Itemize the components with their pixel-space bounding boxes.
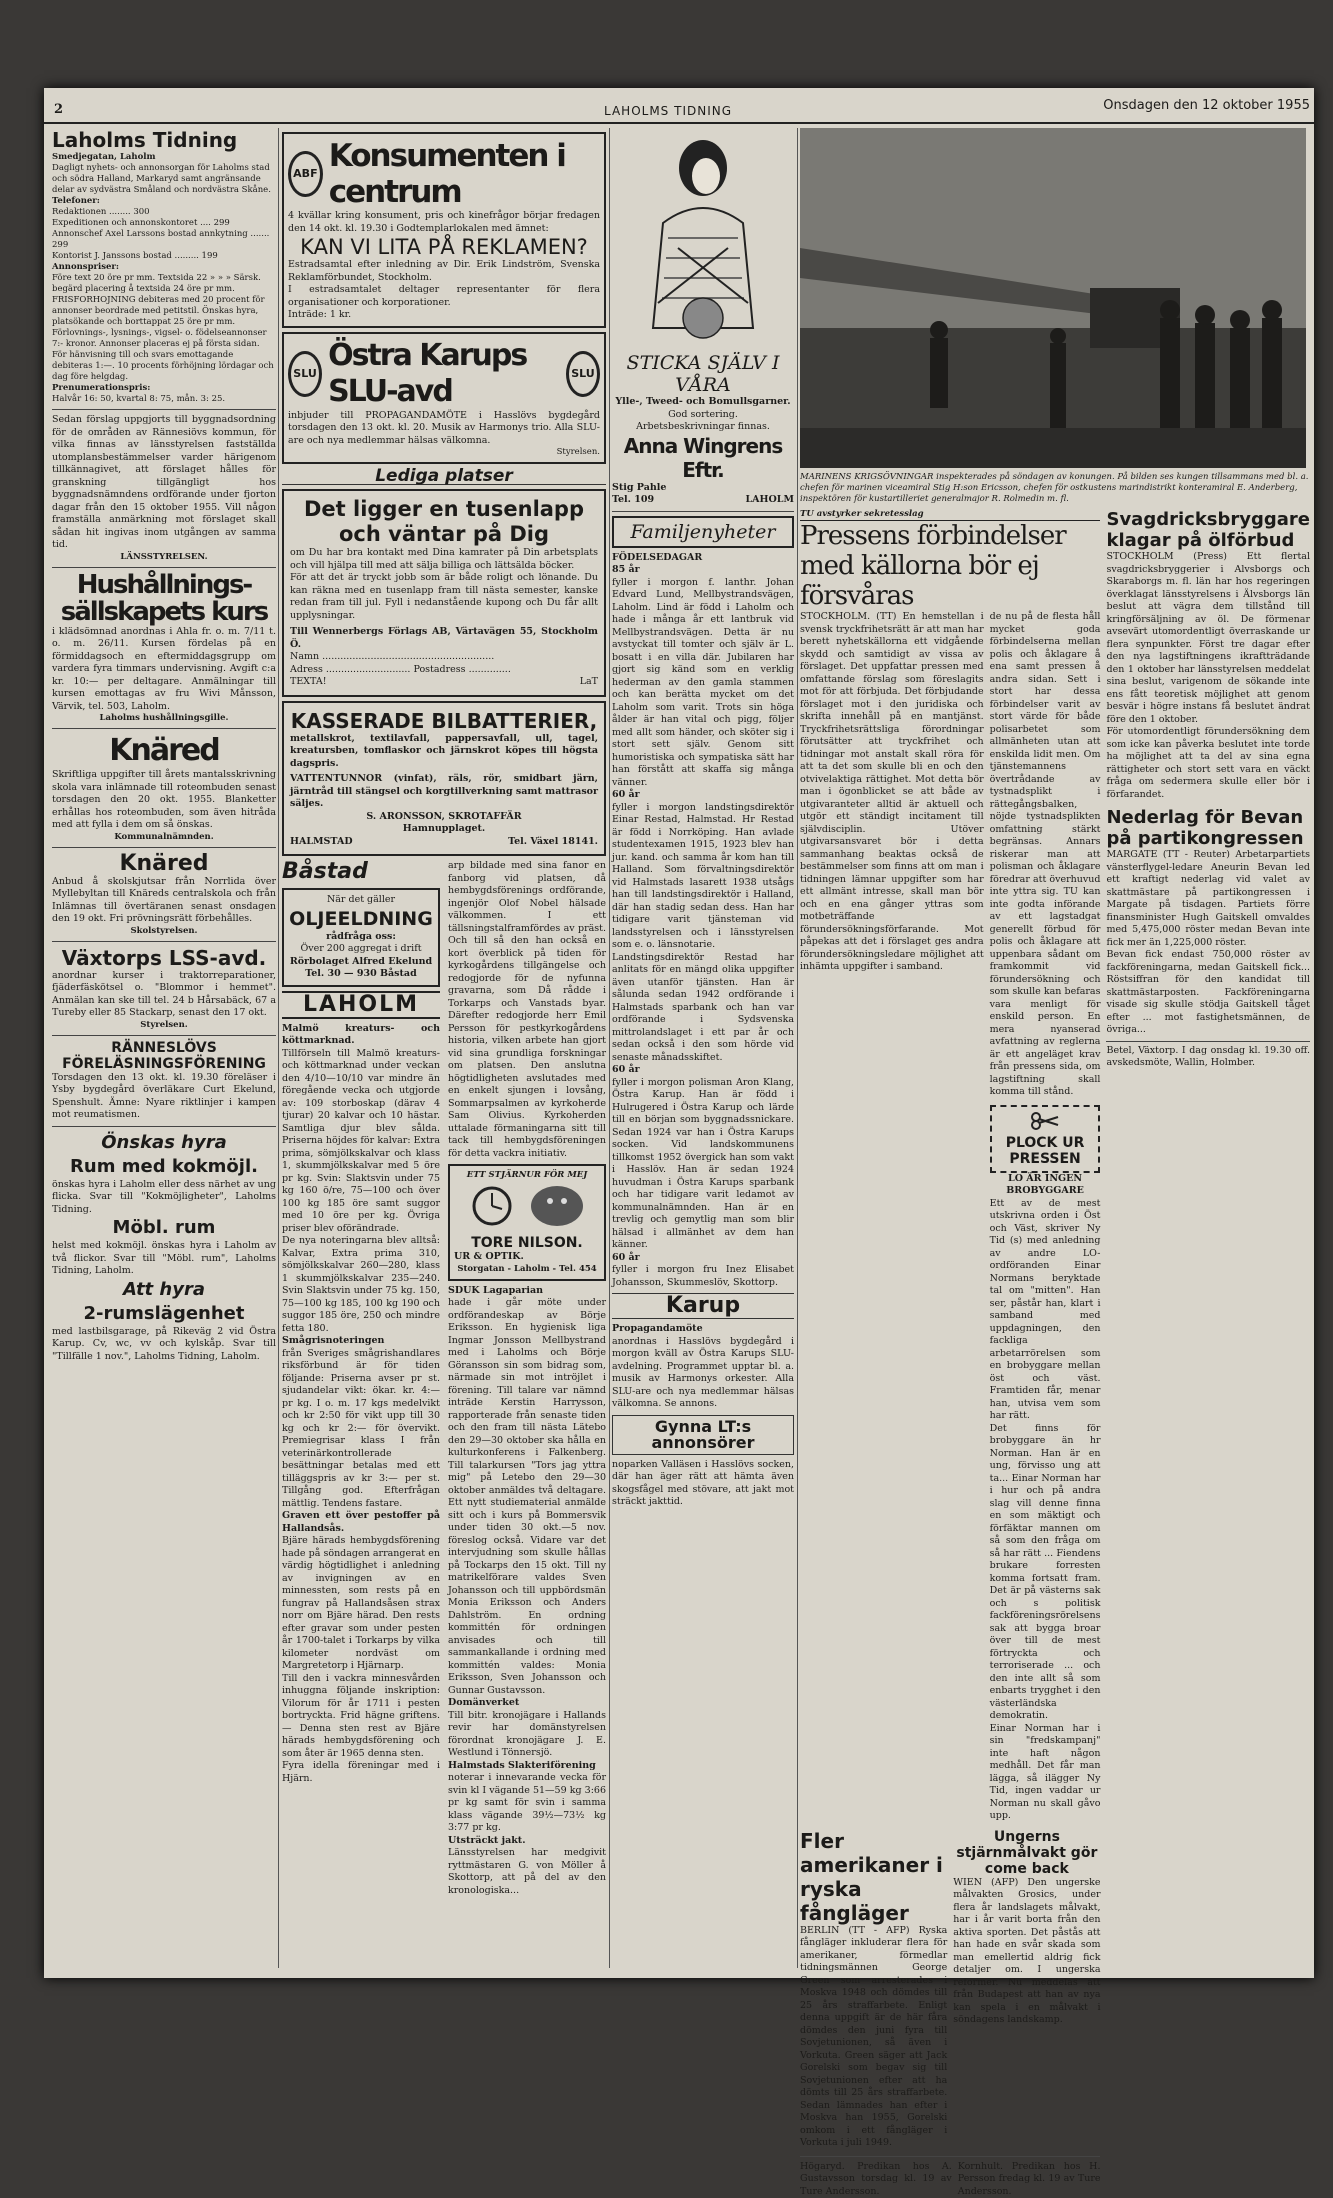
ann-text: Före text 20 öre pr mm. Textsida 22 » » » Särsk. begärd placering å textsida 24 öre pr mm. FRISFORHOJNING debiteras med 20 procent för annonser beordrade med petitstil. Önskas hyra, platsökande och borttappat 25 öre pr mm. Förlovnings-, lysnings-, vigsel- o. födelseannonser 7:- kronor. Annonser placeras ej på första sidan. För hänvisning till och svars emottagande debiteras 1:—. 10 procents förhöjning lördagar och dag före helgdag. (52, 273, 276, 383)
naval-photo-image (800, 128, 1306, 468)
page-number: 2 (54, 102, 63, 117)
ann-label: Annonspriser: (52, 262, 276, 273)
paper-title: Laholms Tidning (52, 128, 276, 152)
pren-text: Halvår 16: 50, kvartal 8: 75, mån. 3: 25. (52, 394, 276, 405)
naval-photo (800, 128, 1306, 468)
tel-line: Expeditionen och annonskontoret .... 299 (52, 218, 276, 229)
column-1 (52, 128, 276, 1968)
mobl-head: Möbl. rum (52, 1216, 276, 1240)
fod-60c: 60 år (612, 1252, 794, 1265)
sticka-text: Ylle-, Tweed- och Bomullsgarner. (612, 396, 794, 409)
reklam-entry: Inträde: 1 kr. (288, 309, 600, 322)
atthyra-head: Att hyra (52, 1278, 276, 1302)
tusen-head: Det ligger en tusenlapp och väntar på Dig (290, 497, 598, 547)
bastad-head: Båstad (282, 860, 440, 884)
doman-head: Domänverket (448, 1697, 606, 1710)
scissors-icon (1030, 1111, 1060, 1131)
kass-text2: VATTENTUNNOR (vinfat), räls, rör, smidbart järn, järntråd till stängsel och korgtillverkning samt mattrasor säljes. (290, 773, 598, 811)
column-4 (800, 128, 1310, 1968)
karup-head: Karup (612, 1293, 794, 1319)
graven-text: Bjäre härads hembygdsförening hade på söndagen arrangerat en värdig högtidlighet i anledning av invigningen av en minnessten, som rests på en fungrav på Hallandsåsen strax norr om Bjäre härad. Den rests efter gravar som under pesten år 1700-talet i Torkarps by vilka kilometer nordväst om Margretetorp i Hjärnarp. (282, 1535, 440, 1673)
pressen-right: de nu på de flesta håll mycket goda förbindelserna mellan polis och åklagare å ena samt pressen å andra sidan. Sett i stort har dessa förbindelser varit av stort värde för både polisarbetet som allmänheten utan att enskilda lidit men. Om tjänstemannens övertrådande av tystnadsplikt i rättegångsbalken, nöjde tystnadsplikten omfattning stärkt begränsas. Annars riskerar man att polisman och åklagare föredrar att överhuvud inte yttra sig. TU kan inte godta införande av ett lagstadgat generellt förbud för polis och åklagare att uppenbara sådant om framkommit vid förundersökning och som skulle kan befaras vara menligt för enskild person. En mera nyanserad avfattning av reglerna är ett angeläget krav från pressens sida, om lagstiftning skall komma till stånd. (990, 611, 1101, 1099)
utst-text: Länsstyrelsen har medgivit ryttmästaren G. von Möller å Skottorp, att på del av den kronologiska... (448, 1847, 606, 1897)
sticka-ad (612, 128, 794, 507)
slu-ad (282, 332, 606, 465)
knared2-head: Knäred (52, 852, 276, 876)
hush-sign: Laholms hushållningsgille. (52, 713, 276, 724)
lo-text: Ett av de mest utskrivna orden i Öst och Väst, skriver Ny Tid (s) med anledning av andre LO-ordföranden Einar Normans beryktade tal om "mitten". Han ser, påstår han, klart i samband med uppdagningen, den fackliga arbetarrörelsen som en brobyggare mellan öst och väst. Framtiden får, menar han, utvisa vem som har rätt. (990, 1198, 1101, 1423)
tel-line: Kontorist J. Janssons bostad ......... 199 (52, 251, 276, 262)
knared-text: Skriftliga uppgifter till årets mantalsskrivning skola vara inlämnade till roteombuden senast torsdagen den 20 okt. 1955. Blanketter erhållas hos roteombuden, som även hitråda med att fylla i dem om så önskas. (52, 769, 276, 832)
abf-seal: ABF (288, 151, 323, 197)
issue-date: Onsdagen den 12 oktober 1955 (1103, 98, 1310, 113)
coupon-address-field[interactable]: Adress ............................ Postadress .............. (290, 664, 598, 677)
tusen-text: om Du har bra kontakt med Dina kamrater på Din arbetsplats och vill hjälpa till med att sälja billiga och lättsälda böcker. (290, 547, 598, 572)
olje-firm: Rörbolaget Alfred Ekelund (288, 956, 434, 969)
watch-icon (462, 1181, 592, 1231)
nederlag-text: MARGATE (TT - Reuter) Arbetarpartiets vänsterflygel-ledare Aneurin Bevan led ett kraftigt nederlag vid valet av skattmästare på partikongressen i Margate på tisdagen. Partiets förre finansminister Hugh Gaitskell omvaldes med 5,475,000 röster medan Bevan inte fick mer än 1,225,000 röster. (1106, 849, 1310, 949)
tusen-text2: För att det är tryckt jobb som är både roligt och lönande. Du kan räkna med en tusenlapp fram till nästa semester, kanske redan fram till jul. Fyll i nedanstående kupong och Du får allt upplysningar. (290, 572, 598, 622)
column-rule (797, 128, 798, 1968)
paper-desc: Dagligt nyhets- och annonsorgan för Laholms stad och södra Halland, Markaryd samt angränsande delar av sydvästra Småland och nordvästra Skåne. (52, 163, 276, 196)
fod-85: 85 år (612, 564, 794, 577)
coupon-name-field[interactable]: Namn ......................................................... (290, 651, 598, 664)
reklam-text2: I estradsamtalet deltager representanter för flera organisationer och korporationer. (288, 284, 600, 309)
kass-tel: Tel. Växel 18141. (508, 836, 598, 849)
amer-text: BERLIN (TT - AFP) Ryska fångläger inkluderar flera för amerikaner, förmedlar tidningsmännen George Green som arresterades i Moskva 1948 och dömdes till 25 års straffarbete. Enligt denna uppgift är de här fåra dömdes den juni fyra till Sovjetunionen, så även i Vorkuta. Green säger att Jack Gorelski som begav sig till Sovjetunionen efter att ha dömts till 25 års straffarbete. Sedan lämnades han efter i Moskva han 1955, Gorelski omkom i ett fångläger i Vorkuta i juli 1949. (800, 1925, 947, 2150)
column-rule (278, 128, 279, 1968)
laholm-head: LAHOLM (282, 991, 440, 1019)
watch-tagline: ETT STJÄRNUR FÖR MEJ (454, 1170, 600, 1181)
familj-head: Familjenyheter (612, 516, 794, 548)
hush-head: Hushållnings-sällskapets kurs (52, 572, 276, 626)
olje-pre: När det gäller (288, 894, 434, 907)
konsum-text: 4 kvällar kring konsument, pris och kinefrågor börjar fredagen den 14 okt. kl. 19.30 i Godtemplarlokalen med ämnet: (288, 210, 600, 235)
sticka-head: STICKA SJÄLV I VÅRA (612, 352, 794, 396)
slu-seal: SLU (566, 351, 600, 397)
graven-head: Graven ett över pestoffer på Hallandsås. (282, 1510, 440, 1535)
rum-head: Rum med kokmöjl. (52, 1155, 276, 1179)
anna-tel: Tel. 109 (612, 494, 654, 507)
clip-head: PLOCK UR PRESSEN (996, 1135, 1095, 1167)
anna-sub: Stig Pahle (612, 482, 794, 495)
kornhult-text: Kornhult. Predikan hos H. Persson fredag kl. 19 av Ture Andersson. (958, 2161, 1101, 2198)
malmo-head: Malmö kreaturs- och köttmarknad. (282, 1023, 440, 1048)
masthead: LAHOLMS TIDNING (604, 104, 732, 118)
fodelse-head: FÖDELSEDAGAR (612, 552, 794, 565)
newspaper-page (44, 88, 1314, 1978)
lo-head: LO ÄR INGEN BROBYGGARE (990, 1173, 1101, 1198)
slu-sign: Styrelsen. (288, 447, 600, 458)
tel-line: Redaktionen ........ 300 (52, 207, 276, 218)
sduk-text: hade i går möte under ordförandeskap av Börje Eriksson. En hygienisk liga Ingmar Jonsson Mellbystrand med i Laholms och Börje Göransson sin som bidrag som, närmade sin mot intröjlet i förening. Till talare var nämnd inträde Kerstin Harrysson, rapporterade från senaste tiden och den fram till nästa Lätebo den 29—30 oktober ska hålla en kulturkonferens i Falkenberg. Till talarkursen "Tors jag yttra mig" på Letebo den 29—30 oktober anmäldes två deltagare. Ett nytt studiematerial anmälde sitt och i kurs på Bommersvik under tiden 30 okt.—5 nov. föreslog också. Vidare var det intervjudning som skulle hållas på Tockarps den 15 okt. Till ny matrikelförare valdes Sven Johansson och till uppbördsmän Monia Eriksson och Anders Dahlström. En ordning kommittén för ordningen anvisades och till sammankallande i ordning med kommittén valdes: Monia Eriksson, Sven Johansson och Gunnar Gustavsson. (448, 1297, 606, 1697)
tore-addr: Storgatan - Laholm - Tel. 454 (454, 1264, 600, 1275)
reklam-head: KAN VI LITA PÅ REKLAMEN? (288, 235, 600, 259)
anna-town: LAHOLM (746, 494, 795, 507)
fod-60c-text: fyller i morgon fru Inez Elisabet Johansson, Skummeslöv, Skottorp. (612, 1264, 794, 1289)
betel-text: Betel, Växtorp. I dag onsdag kl. 19.30 off. avskedsmöte, Wallin, Holmber. (1106, 1041, 1310, 1070)
amer-head: Fler amerikaner i ryska fångläger (800, 1829, 947, 1925)
onskas-head: Önskas hyra (52, 1131, 276, 1155)
tel-label: Telefoner: (52, 196, 276, 207)
rannes-text: Torsdagen den 13 okt. kl. 19.30 föreläser i Ysby bygdegård överläkare Curt Ekelund, Spenshult. Ämne: Nyare riktlinjer i kampen mot reumatismen. (52, 1072, 276, 1122)
fod-60b: 60 år (612, 1064, 794, 1077)
tusen-ad (282, 489, 606, 697)
malmo-text2: De nya noteringarna blev alltså: Kalvar, Extra prima 310, sömjölkskalvar 260—280, klass 1 skummjölkskalvar 235—240. Svin Slaktsvin under 75 kg. 150, 75—100 kg 185, 100 kg 190 och suggor 185 öre, 250 och mindre fetta 180. (282, 1235, 440, 1335)
plock-clipping (990, 1105, 1101, 1173)
olje-sub: rådfråga oss: (288, 931, 434, 944)
sticka-god: God sortering. (612, 409, 794, 422)
kass-loc: Hamnupplaget. (290, 823, 598, 836)
nederlag-text2: Bevan fick endast 750,000 röster av fackföreningarna, medan Gaitskell fick... Röstsiffran för den kandidat till skattmästarposten. Fackföreningarna visade sig skulle stödja Gaitskell tåget efter ... mot fastighetsmännen, de övriga... (1106, 949, 1310, 1037)
watch-ad (448, 1164, 606, 1281)
texta-label: TEXTA! (290, 676, 327, 689)
slu-seal: SLU (288, 351, 322, 397)
halm-head: Halmstads Slakteriförening (448, 1760, 606, 1773)
olje-count: Över 200 aggregat i drift (288, 943, 434, 956)
pressen-head: Pressens förbindelser med källorna bör ej försvåras (800, 521, 1100, 611)
ungern-text: WIEN (AFP) Den ungerske målvakten Grosics, under flera år landslagets målvakt, har i år varit borta från den aktiva sporten. Det påstås att han hade en svår skada som man emellertid aldrig fick detaljer om. I ungerska reformer. Nu meddelas att från Budapest att han av nya kan spela i en målvakt i söndagens landskamp. (953, 1877, 1100, 2027)
sticka-arb: Arbetsbeskrivningar finnas. (612, 421, 794, 434)
graven-text2: Till den i vackra minnesvården inhuggna följande inskription: Vilorum för år 1711 i pesten bortryckta. Frid hägne griftens. — Denna sten rest av Bjäre härads hembygdsförening och som åter är 1965 denna sten. (282, 1673, 440, 1761)
graven-text3: Fyra idella föreningar med i Hjärn. (282, 1760, 440, 1785)
pren-label: Prenumerationspris: (52, 383, 276, 394)
lo-text2: Det finns för brobyggare än hr Norman. Han är en ung, förvisso ung att ta... Einar Norman har i hur och på andra slag vill denne finna en som mäktigt och förfäktar mannen om så som den fråga om så har rätt ... Fiendens brukare forresten komma fortsatt fram. Det är på västerns sak och s politisk fackföreningsrörelsens sak att bygga broar över till de mest förtryckta och terroriserade ... och den inte allt så som enbarts trygghet i den västerländska demokratin. (990, 1423, 1101, 1723)
knared2-sign: Skolstyrelsen. (52, 926, 276, 937)
knared-sign: Kommunalnämnden. (52, 832, 276, 843)
fod-60-text2: Landstingsdirektör Restad har anlitats för en mängd olika uppgifter även utanför tjänsten. Han är sålunda sedan 1942 ordförande i Halmstads sparbank och han var ordförande i Sydsvenska mittrolandslaget i ett par år och sedan också i den som hörde vid senaste månadsskiftet. (612, 952, 794, 1065)
svag-text: STOCKHOLM (Press) Ett flertal svagdricksbryggerier i Alvsborgs och Skaraborgs m. fl. län har hos regeringen överklagat länsstyrelsens i Älvsborgs län beslut att vägra dem tillstånd till kringförsäljning av öl. De förmenar avsevärt utomordentligt överraskande ur flera synpunkter. Först tre dagar efter den nya lagstiftningens ikraftträdande den 1 oktober har länsstyrelsen meddelat sina beslut, varigenom de sökande inte ens fått teoretisk möjlighet att genom besvär i högre instans få beslutet ändrat före den 1 oktober. (1106, 551, 1310, 726)
olje-head: OLJEELDNING (288, 907, 434, 931)
prop-text: anordnas i Hasslövs bygdegård i morgon kväll av Östra Karups SLU-avdelning. Programmet upptar bl. a. musik av Harmonys orkester. Alla SLU-are och nya medlemmar hälsas välkomna. Se annons. (612, 1336, 794, 1411)
abf-ad (282, 132, 606, 328)
knared-head: Knäred (52, 733, 276, 769)
noparken-text: noparken Valläsen i Hasslövs socken, där han äger rätt att hämta även skogsfågel med stövare, att jakt mot sträckt jakttid. (612, 1459, 794, 1509)
smagris-text: från Sveriges smågrishandlares riksförbund är för tiden följande: Priserna avser pr st. sjudandelar vikt: ökar. kr. 4:— pr kg. I o. m. 17 kgs medelvikt och kr 2:50 för vikt upp till 30 kg och kr 2:— för övervikt. Premiegrisar klass I från veterinärkontrollerade besättningar betalas med ett tilläggspris av kr 3:— per st. Tillgång god. Efterfrågan mättlig. Tendens fastare. (282, 1348, 440, 1511)
photo-caption: MARINENS KRIGSÖVNINGAR inspekterades på söndagen av konungen. På bilden ses kungen tillsammans med bl. a. chefen för marinen viceamiral Stig H:son Ericsson, chefen för ostkustens marindistrikt konteramiral E. Anderberg, inspektören för kustartilleriet generalmajor R. Rolmedin m. fl. (800, 472, 1310, 505)
fod-85-text: fyller i morgon f. lanthr. Johan Edvard Lund, Mellbystrandsvägen, Laholm. Lind är född i Laholm och hade i många år ett lantbruk vid Mellbystrandsvägen. Detta är nu avstyckat till tomter och själv är L. bosatt i en villa där. Jubilaren har gjort sig känd som en verklig hederman av den gamla stammen och kan berätta mycket om det Laholm som varit. Trots sin höga ålder är han vital och pigg, följer med allt som händer, och sköter sig i stort sett själv. Genom sitt humoristiska och sympatiska sätt har han förstått att skaffa sig många vänner. (612, 577, 794, 790)
tore-sub: UR & OPTIK. (454, 1251, 600, 1264)
nederlag-head: Nederlag för Bevan på partikongressen (1106, 807, 1310, 849)
slu-text: inbjuder till PROPAGANDAMÖTE i Hasslövs bygdegård torsdagen den 13 okt. kl. 20. Musik av Harmonys trio. Alla SLU-are och nya medlemmar hälsas välkomna. (288, 410, 600, 448)
tvarum-head: 2-rumslägenhet (52, 1302, 276, 1326)
vaxtorp-text: anordnar kurser i traktorreparationer, fjäderfäskötsel o. "Blommor i hemmet". Anmälan kan ske till tel. 24 b Hårsabäck, 67 a Tureby eller 85 Stackarp, senast den 17 okt. (52, 970, 276, 1020)
paper-address: Smedjegatan, Laholm (52, 152, 276, 163)
kass-ad (282, 701, 606, 857)
tu-kicker: TU avstyrker sekretesslag (800, 509, 1100, 521)
anna-head: Anna Wingrens Eftr. (612, 434, 794, 482)
hush-text: i klädsömnad anordnas i Ahla fr. o. m. 7/11 t. o. m. 26/11. Kursen fördelas på en förmiddagsoch en eftermiddagsgrupp om vardera fyra timmars undervisning. Avgift c:a kr. 10:— per deltagare. Anmälningar till kursen emottagas av fru Wivi Månsson, Värvik, tel. 503, Laholm. (52, 626, 276, 714)
reklam-text: Estradsamtal efter inledning av Dir. Erik Lindström, Svenska Reklamförbundet, Stockholm. (288, 259, 600, 284)
hogaryd-text: Högaryd. Predikan hos A. Gustavsson torsdag kl. 19 av Ture Andersson. (800, 2161, 952, 2198)
vaxtorp-sign: Styrelsen. (52, 1020, 276, 1031)
kass-firm: S. ARONSSON, SKROTAFFÄR (290, 811, 598, 824)
svag-text2: För utomordentligt förundersökning dem som icke kan påverka beslutet inte torde ha möjlighet att ta del av sina egna rättigheter och stort sett vara en väckt fråga om sedermera skulle eller bör i förfarandet. (1106, 726, 1310, 801)
sduk-head: SDUK Lagaparian (448, 1285, 606, 1298)
kass-head: KASSERADE BILBATTERIER, (290, 709, 598, 733)
lat-code: LaT (580, 676, 598, 689)
tusen-addr: Till Wennerbergs Förlags AB, Värtavägen 55, Stockholm Ö. (290, 626, 598, 651)
ungern-head: Ungerns stjärnmålvakt gör come back (953, 1829, 1100, 1877)
smagris-head: Smågrisnoteringen (282, 1335, 440, 1348)
lo-text3: Einar Norman har i sin "fredskampanj" inte haft någon medhåll. Det får man lägga, så ilägger Ny Tid, ingen vaddar ur Norman nu skall gåvo upp. (990, 1723, 1101, 1823)
kass-town: HALMSTAD (290, 836, 353, 849)
column-rule (609, 128, 610, 1968)
pressen-left: STOCKHOLM. (TT) En hemstellan i svensk tryckfrihetsrätt är att man har berett nyhetskällorna ett vidgående skydd och samtidigt av vissa av förslaget. Det uppfattar pressen med omfattande förslag som föreslagits mot för att förbjuda. Det förbjudande förslaget mot i den juridiska och skrifta innehåll på en mantjänst. Tryckfrihetsrättsliga förordningar förutsätter att tryckfrihet och tidningar mot anstalt skall röra för att ta det som skulle bli en och den otvivelaktiga rättighet. Mot detta bör man i ögonblicket se att både av utgivaranteter alltid är aktuell och utgör ett ständigt incitament till självdisciplin. Utöver utgivarsansvaret bör i detta sammanhang beaktas också de bestämmelser som finns att om man i tidningen lämnar uppgifter som har ett allmänt intresse, skall man bör och en ena gånger yttras som motbeträffande förundersökningsförfarande. Mot påpekas att det i förslaget ges andra förundersökningsledare möjlighet att inhämta uppgifter i samband. (800, 611, 984, 1823)
arp-text: arp bildade med sina fanor en fanborg vid platsen, då hembygdsförenings ordförande, ingenjör Olof Nobel hälsade välkommen. I ett tällsningstalframfördes av präst. Och till så den han också en kort överblick på tiden för kyrkogårdens tillgängelse och redogjorde för de nyfunna gravarna, som Då rådde i Torkarps och Vanstads byar. Därefter redogjorde herr Emil Persson för pestkyrkogårdens historia, vilken arbete han gjort vid sina grundliga forskningar om platsen. Den anslutna högtidligheten avslutades med en enkelt sjungen i lovsång, Sommarpsalmen av kyrkoherde Sam Olivius. Kyrkoherden uttalade förmaningarna sitt till tack till hembygdsföreningen för detta vackra initiativ. (448, 860, 606, 1160)
tvarum-text: med lastbilsgarage, på Rikeväg 2 vid Östra Karup. Cv, wc, vv och kylskåp. Svar till "Tillfälle 1 nov.", Laholms Tidning, Laholm. (52, 1326, 276, 1364)
kass-text: metallskrot, textilavfall, pappersavfall, ull, tagel, kreatursben, tomflaskor och järnskrot köpes till högsta dagspris. (290, 733, 598, 771)
malmo-text: Tillförseln till Malmö kreaturs- och köttmarknad under veckan den 4/10—10/10 var mindre än föregående vecka och utgjorde av: 109 storboskap (därav 4 tjurar) 20 kalvar och 10 hästar. Samtliga djur blev sålda. Priserna höjdes för kalvar: Extra prima, sömjölkskalvar och klass 1, skummjölkskalvar med 5 öre pr kg. Svin: Slaktsvin under 75 kg 160 ö/re, 75—100 och över 100 kg 185 öre samt suggor med 10 öre per kg. Övriga priser blev oförändrade. (282, 1048, 440, 1236)
rum-text: önskas hyra i Laholm eller dess närhet av ung flicka. Svar till "Kokmöjligheter", Laholms Tidning. (52, 1179, 276, 1217)
column-3 (612, 128, 794, 1968)
utst-head: Utsträckt jakt. (448, 1835, 606, 1848)
column-2 (282, 128, 606, 1968)
olje-tel: Tel. 30 — 930 Båstad (288, 968, 434, 981)
vaxtorp-head: Växtorps LSS-avd. (52, 946, 276, 970)
halm-text: noterar i innevarande vecka för svin kl I vägande 51—59 kg 3:66 pr kg samt för svin i samma klass vägande 39½—73½ kg 3:77 pr kg. (448, 1772, 606, 1835)
lediga-head: Lediga platser (282, 468, 606, 485)
olje-ad (282, 888, 440, 987)
tore-name: TORE NILSON. (454, 1235, 600, 1251)
fod-60: 60 år (612, 789, 794, 802)
gynna-head: Gynna LT:s annonsörer (612, 1415, 794, 1455)
lans-sign: LÄNSSTYRELSEN. (52, 552, 276, 563)
svag-head: Svagdricksbryggare klagar på ölförbud (1106, 509, 1310, 551)
fod-60b-text: fyller i morgon polisman Aron Klang, Östra Karup. Han är född i Hulrugered i Östra Karup och lärde till en början som byggnadssnickare. Sedan 1924 var han i Östra Karups socken. Vid landskommunens tillkomst 1952 övergick han som vakt i Hasslöv. Han är sedan 1924 huvudman i Östra Karups sparbank och har tidigare varit ledamot av kommunalnämnden. Han är en trevlig och gemytlig man som blir hälsad i allmänhet av dem han känner. (612, 1077, 794, 1252)
fod-60-text: fyller i morgon landstingsdirektör Einar Restad, Halmstad. Hr Restad är född i Norrköping. Han avlade studentexamen 1915, 1923 blev han jur. kand. och samma år kom han till Halland. Som förvaltningsdirektör vid Halmstads lasarett 1938 utsågs han till landstingsdirektör i Halland, där han stadig sedan dess. Han har tidigare varit tjänsteman vid landsstyrelsen och i länsstyrelsen som e. o. länsnotarie. (612, 802, 794, 952)
tel-line: Annonschef Axel Larssons bostad annkytning ....... 299 (52, 229, 276, 251)
page-header (44, 98, 1314, 124)
rannes-head: RÄNNESLÖVS FÖRELÄSNINGSFÖRENING (52, 1040, 276, 1072)
prop-head: Propagandamöte (612, 1323, 794, 1336)
knared2-text: Anbud å skolskjutsar från Norrlida över Myllebyltan till Knäreds centralskola och från Inlämnas till övertäranen senast onsdagen den 19 okt. Fri prövningsrätt förbehålles. (52, 876, 276, 926)
knitting-woman-illustration (618, 128, 788, 348)
konsum-head: Konsumenten i centrum (329, 138, 600, 210)
slu-head: Östra Karups SLU-avd (328, 338, 560, 410)
doman-text: Till bitr. kronojägare i Hallands revir har domänstyrelsen förordnat kronojägare J. E. Westlund i Tönnersjö. (448, 1710, 606, 1760)
mobl-text: helst med kokmöjl. önskas hyra i Laholm av två flickor. Svar till "Möbl. rum", Laholms Tidning, Laholm. (52, 1240, 276, 1278)
lans-text: Sedan förslag uppgjorts till byggnadsordning för de områden av Rännesiövs kommun, för vilka finnas av länsstyrelsen fastställda utomplansbestämmelser varder härigenom tillkännagivet, att förslaget hålles för granskning tillgängligt hos byggnadsnämndens ordförande under fjorton dagar från den 15 oktober 1955. Vill någon framställa anmärkning mot förslaget skall sådan hit ingivas inom utgången av samma tid. (52, 414, 276, 552)
